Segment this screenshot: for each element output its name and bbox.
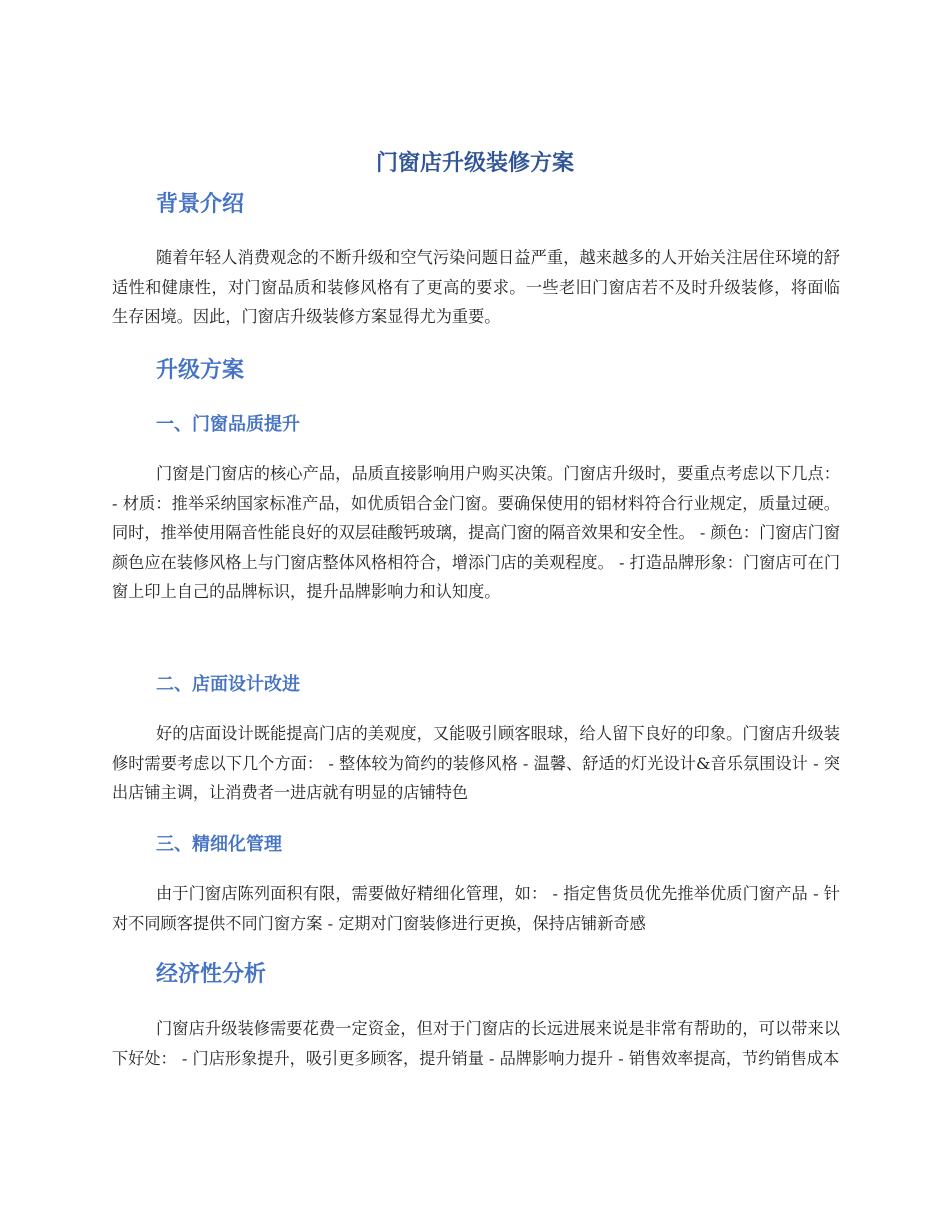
document-title: 门窗店升级装修方案 <box>375 151 574 176</box>
heading-fine-management: 三、精细化管理 <box>156 834 282 855</box>
heading-upgrade-plan: 升级方案 <box>156 358 245 383</box>
heading-quality-upgrade: 一、门窗品质提升 <box>156 414 300 435</box>
paragraph-economics: 门窗店升级装修需要花费一定资金，但对于门窗店的长远进展来说是非常有帮助的，可以带来以下好处： - 门店形象提升，吸引更多顾客，提升销量 - 品牌影响力提升 - 销售效率提高，节约销售成本 <box>112 1019 840 1068</box>
paragraph-storefront-design: 好的店面设计既能提高门店的美观度，又能吸引顾客眼球，给人留下良好的印象。门窗店升级装修时需要考虑以下几个方面： - 整体较为简约的装修风格 - 温馨、舒适的灯光设计&音乐氛围设计 - 突出店铺主调，让消费者一进店就有明显的店铺特色 <box>112 724 840 802</box>
heading-storefront-design: 二、店面设计改进 <box>156 674 300 695</box>
heading-economics: 经济性分析 <box>156 962 267 987</box>
paragraph-quality-upgrade: 门窗是门窗店的核心产品，品质直接影响用户购买决策。门窗店升级时，要重点考虑以下几点： - 材质：推举采纳国家标准产品，如优质铝合金门窗。要确保使用的铝材料符合行业规定，质量过硬。同时，推举使用隔音性能良好的双层硅酸钙玻璃，提高门窗的隔音效果和安全性。 - 颜色：门窗店门窗颜色应在装修风格上与门窗店整体风格相符合，增添门店的美观程度。 - 打造品牌形象：门窗店可在门窗上印上自己的品牌标识，提升品牌影响力和认知度。 <box>112 464 841 601</box>
paragraph-background: 随着年轻人消费观念的不断升级和空气污染问题日益严重，越来越多的人开始关注居住环境的舒适性和健康性，对门窗品质和装修风格有了更高的要求。一些老旧门窗店若不及时升级装修，将面临生存困境。因此，门窗店升级装修方案显得尤为重要。 <box>112 248 840 326</box>
heading-background: 背景介绍 <box>156 192 245 217</box>
paragraph-fine-management: 由于门窗店陈列面积有限，需要做好精细化管理，如： - 指定售货员优先推举优质门窗产品 - 针对不同顾客提供不同门窗方案 - 定期对门窗装修进行更换，保持店铺新奇感 <box>112 884 840 933</box>
